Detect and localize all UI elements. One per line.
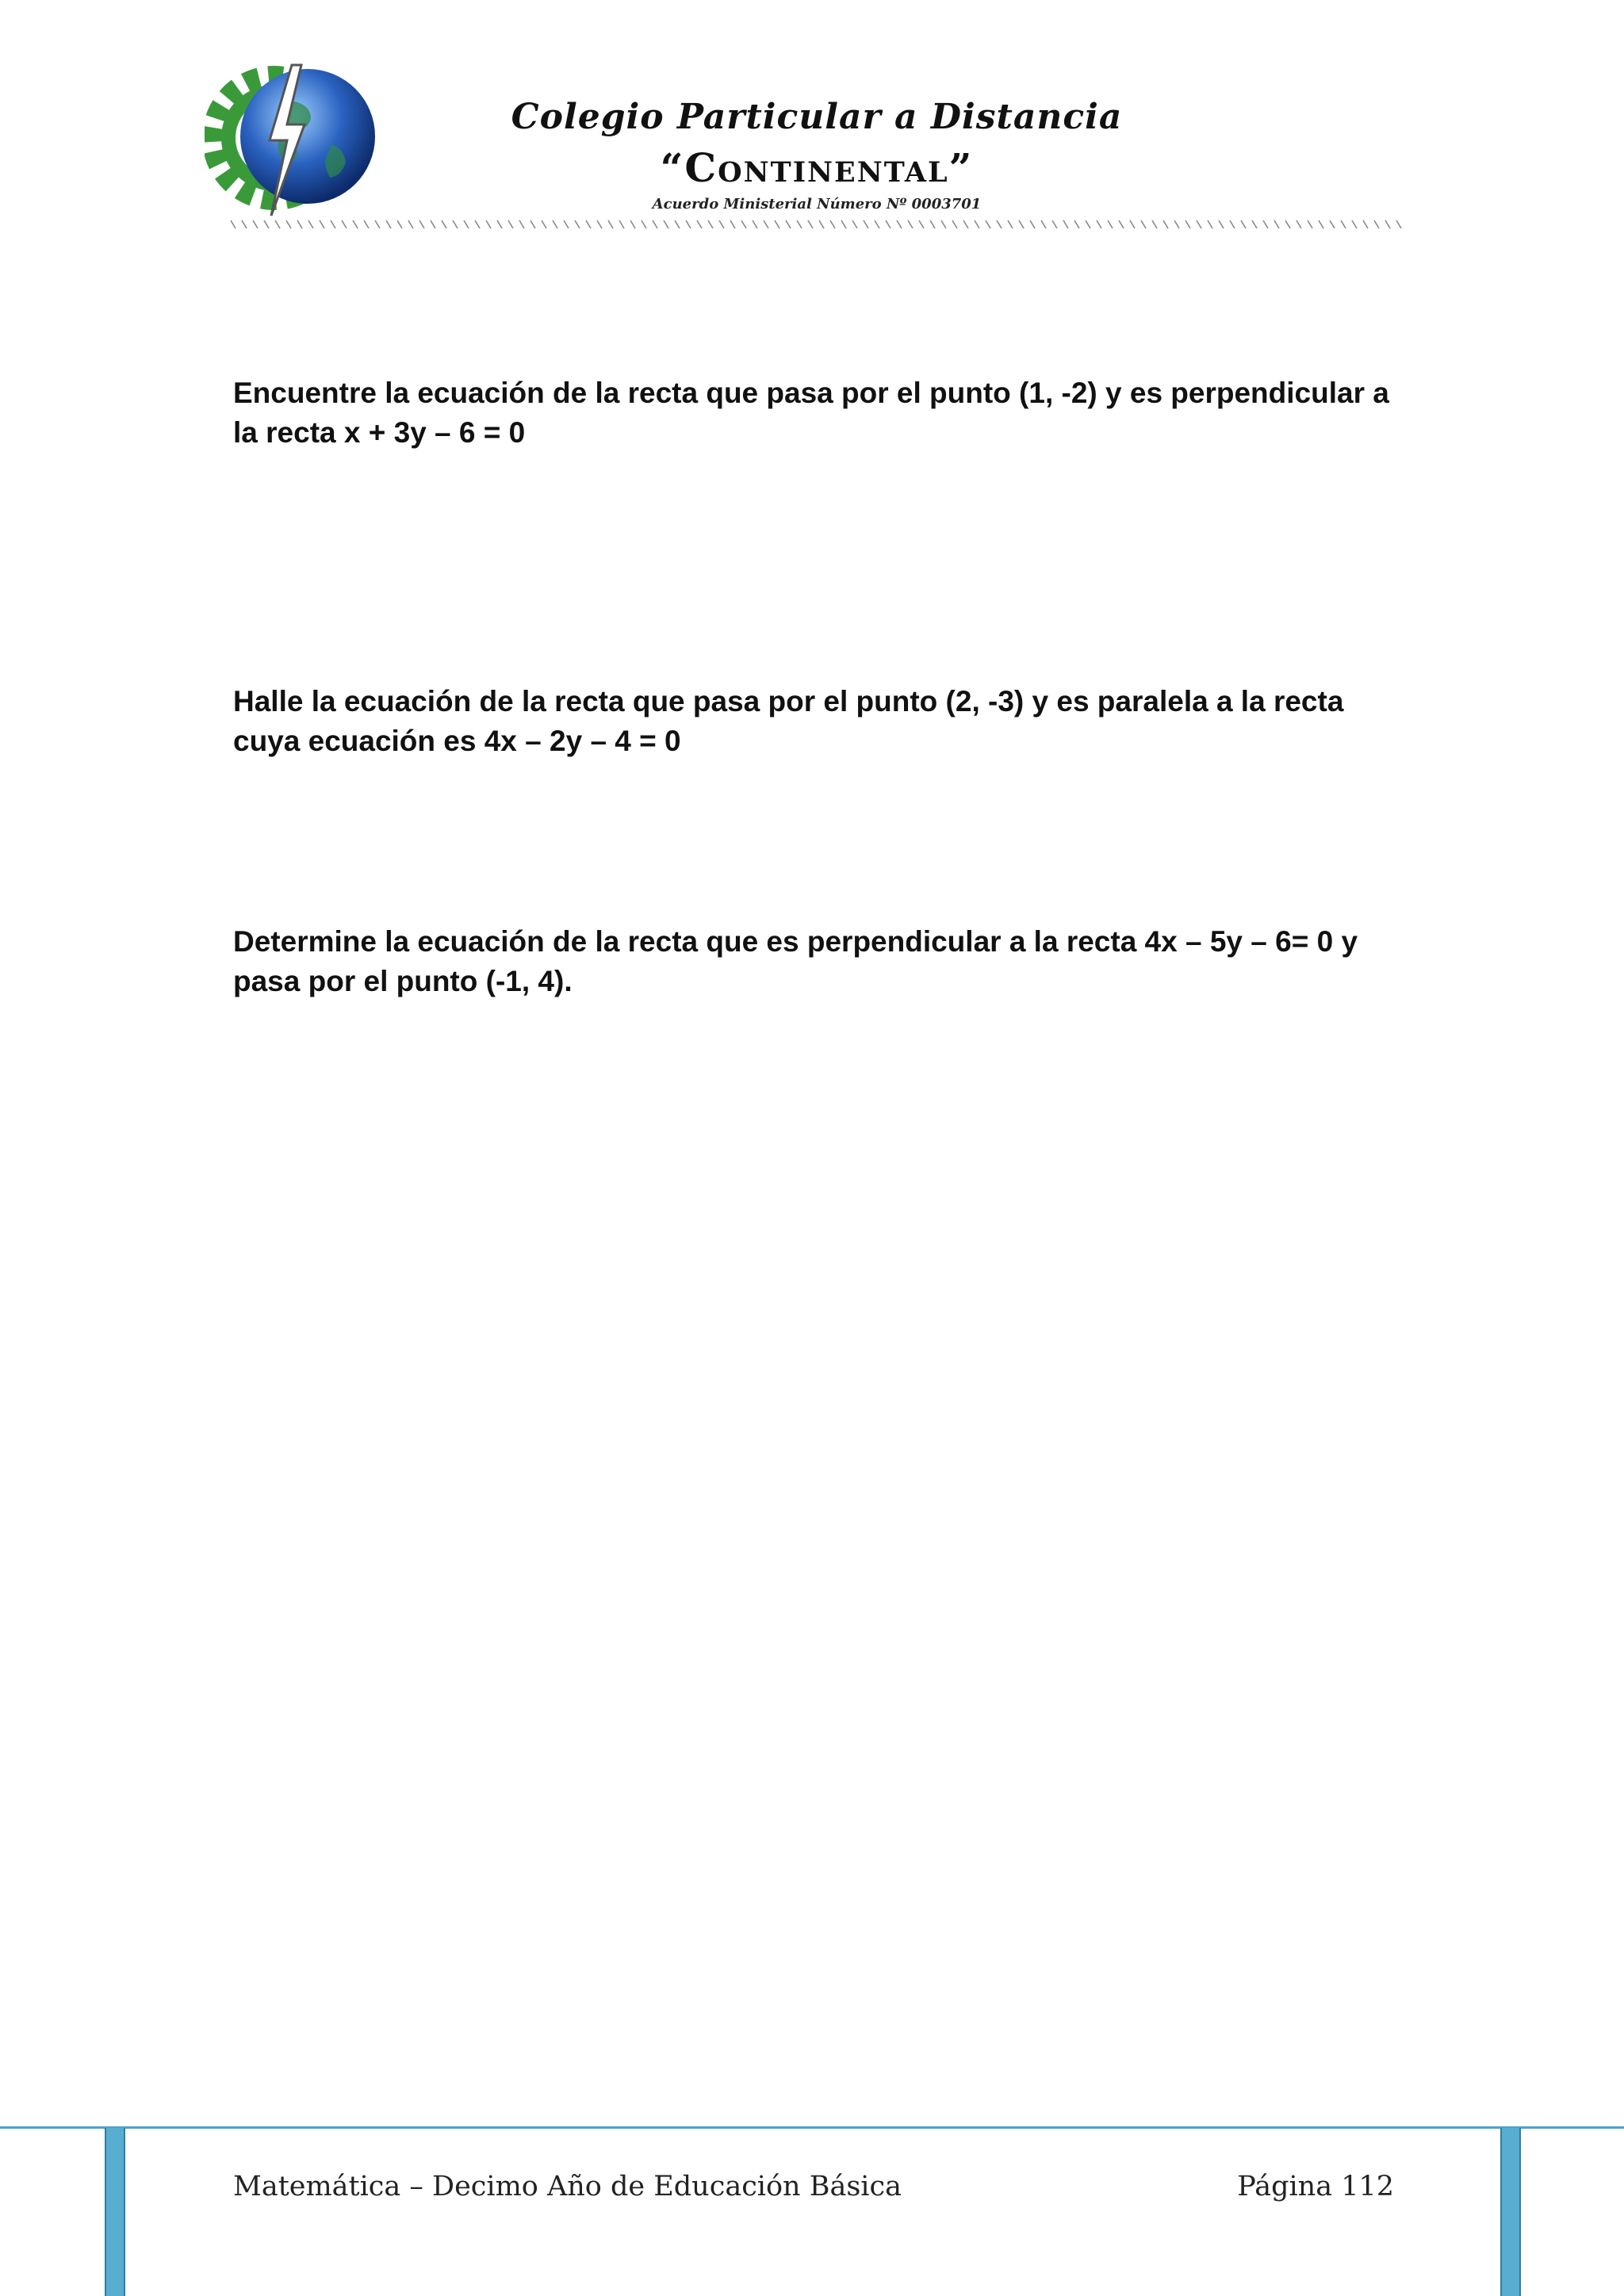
- school-logo: [205, 57, 395, 224]
- footer-subject: Matemática – Decimo Año de Educación Básica: [233, 2171, 902, 2202]
- footer-right-accent-bar: [1500, 2128, 1521, 2296]
- exercise-1: Encuentre la ecuación de la recta que pasa por el punto (1, -2) y es perpendicular a la recta x + 3y – 6 = 0: [233, 377, 1389, 449]
- school-brand: “Continental”: [660, 144, 974, 191]
- exercise-2: Halle la ecuación de la recta que pasa por el punto (2, -3) y es paralela a la recta cuya ecuación es 4x – 2y – 4 = 0: [233, 685, 1344, 757]
- page-number: Página 112: [1237, 2171, 1394, 2202]
- header-divider: [230, 219, 1404, 230]
- school-name: Colegio Particular a Distancia: [511, 97, 1123, 137]
- globe-icon: [240, 69, 375, 204]
- ministerial-agreement: Acuerdo Ministerial Número Nº 0003701: [652, 196, 982, 212]
- footer-left-accent-bar: [105, 2128, 125, 2296]
- footer-divider: [0, 2126, 1624, 2129]
- exercise-3: Determine la ecuación de la recta que es perpendicular a la recta 4x – 5y – 6= 0 y pasa por el punto (-1, 4).: [233, 925, 1358, 997]
